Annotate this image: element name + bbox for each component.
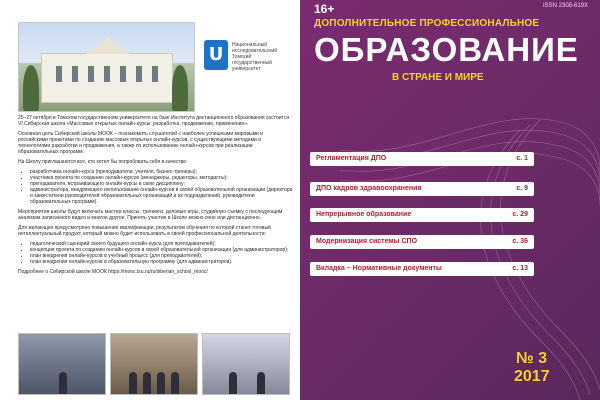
toc-title: Вкладка – Нормативные документы [316,265,442,272]
article-body [18,115,293,279]
bullet-list [18,169,293,205]
event-photo [202,333,290,395]
toc-title: Непрерывное образование [316,211,412,218]
cover-title-bottom: В СТРАНЕ И МИРЕ [392,72,484,83]
toc-item[interactable] [310,208,534,222]
bullet-item: • преподавателя, встраивающего онлайн-курсы в свою дисциплину; [30,181,293,187]
tsu-logo [200,40,288,88]
event-photos [18,333,288,393]
journal-cover [300,0,600,400]
issue-year: 2017 [514,368,550,385]
building-window [120,66,126,82]
toc-page: с. 9 [516,185,528,192]
bullet-item: • участника проекта по созданию онлайн-курсов (менеджеры, редакторы, методисты); [30,175,293,181]
logo-text: Национальный исследовательский Томский государственный университет [232,42,277,72]
bullet-item: • план внедрения онлайн-курсов в образовательную программу (для администраторов). [30,259,293,265]
bullet-item: • педагогический сценарий своего будущего онлайн-курса (для преподавателей); [30,241,293,247]
footer-link-text: Подробнее о Сибирской школе МООК https://mooc.tsu.ru/ru/siberian_school_mooc/ [18,269,208,275]
tree-right [172,65,188,111]
toc-title: ДПО кадров здравоохранения [316,185,422,192]
event-photo [110,333,198,395]
toc-item[interactable] [310,182,534,196]
building-window [56,66,62,82]
person-figure [157,372,165,394]
bullet-item: • администратора, внедряющего использование онлайн-курсов в своей образовательной организации (директора и заместители руководителей образовательных организаций и их подразделений, руководители образовательных программ). [30,187,293,205]
paragraph: Основная цель Сибирской школы МООК – познакомить слушателей с наиболее успешными мировыми и российскими проектами по созданию массовых открытых онлайн-курсов, с существующими методами и технологиями разработки и продвижения, а также по использованию онлайн-курсов при реализации образовательных программ. [18,131,263,155]
event-photo [18,333,106,395]
bullet-item: • концепция проекта по созданию онлайн-курсов в своей образовательной организации (для администраторов); [30,247,293,253]
toc-item[interactable] [310,235,534,249]
cover-title-main: ОБРАЗОВАНИЕ [314,31,579,68]
toc-title: Регламентация ДПО [316,155,387,162]
building [41,53,173,103]
toc-page: с. 29 [512,211,528,218]
bullet-item: • план внедрения онлайн-курсов в учебный процесс (для преподавателей); [30,253,293,259]
building-window [104,66,110,82]
building-window [72,66,78,82]
age-rating: 16+ [314,2,335,16]
paragraph: Мероприятия школы будут включать мастер-классы, тренинги, деловые игры, студийную съемку с последующим анализом записанного видео и многое другое. Принять участие в Школе можно очно или дистанционно. [18,209,283,221]
building-window [88,66,94,82]
toc-page: с. 13 [512,265,528,272]
issn: ISSN 2308-619X [542,3,588,9]
person-figure [143,372,151,394]
person-figure [59,372,67,394]
toc-page: с. 36 [512,238,528,245]
person-figure [129,372,137,394]
university-building-photo [18,22,195,112]
toc-item[interactable] [310,262,534,276]
toc-item[interactable] [310,152,534,166]
paragraph: Для желающих предусмотрено повышение квалификации, результатом обучения по которой станет готовый интеллектуальный продукт, который можно будет использовать в своей профессиональной деятельности: [18,225,271,237]
building-window [152,66,158,82]
person-figure [257,372,265,394]
bullet-item: • разработчика онлайн-курса (преподаватели, учителя, бизнес-тренеры); [30,169,293,175]
bullet-list [18,241,293,265]
tree-left [23,65,39,111]
issue-number: № 3 [516,350,548,367]
logo-mark: U [204,40,228,70]
paragraph: 25–27 октября в Томском государственном университете на базе Института дистанционного образования состоится VI Сибирская школа «Массовые открытые онлайн-курсы: разработка, продвижение, применение». [18,115,290,127]
person-figure [229,372,237,394]
building-window [136,66,142,82]
building-roof [86,38,130,54]
cover-title-top: ДОПОЛНИТЕЛЬНОЕ ПРОФЕССИОНАЛЬНОЕ [314,18,540,29]
toc-title: Модернизация системы СПО [316,238,418,245]
person-figure [171,372,179,394]
toc-page: с. 1 [516,155,528,162]
paragraph: На Школу приглашаются все, кто хотел бы попробовать себя в качестве: [18,159,188,165]
